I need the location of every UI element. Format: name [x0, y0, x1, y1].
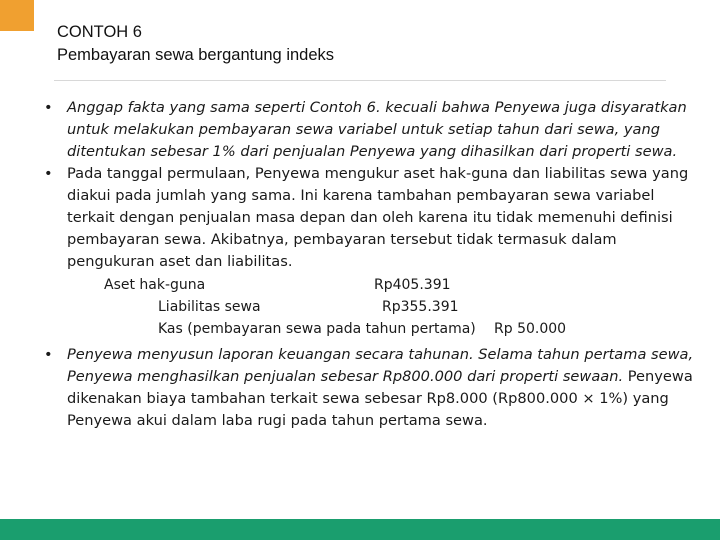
slide-body: [44, 97, 694, 432]
credit-amount: Rp 50.000: [494, 321, 567, 337]
debit-label: Aset hak-guna: [104, 277, 206, 293]
accent-square: [0, 0, 34, 31]
bullet-marker: •: [44, 99, 53, 116]
bullet-text-italic: Penyewa menyusun laporan keuangan secara tahunan. Selama tahun pertama sewa, Penyewa menghasilkan penjualan sebesar Rp800.000 dari properti sewaan.: [67, 346, 694, 385]
bullet-marker: •: [44, 165, 53, 182]
bullet-text: Penyewa dikenakan biaya tambahan terkait sewa sebesar Rp8.000 (Rp800.000 × 1%) yang Penyewa akui dalam laba rugi pada tahun pertama sewa.: [67, 368, 693, 429]
credit-label: Kas (pembayaran sewa pada tahun pertama): [158, 321, 476, 337]
example-subtitle: Pembayaran sewa bergantung indeks: [57, 46, 335, 64]
footer-bar: [0, 519, 720, 540]
journal-entry: [44, 274, 694, 340]
example-title: CONTOH 6: [57, 23, 142, 41]
bullet-text: Anggap fakta yang sama seperti Contoh 6. kecuali bahwa Penyewa juga disyaratkan untuk melakukan pembayaran sewa variabel untuk setiap tahun dari sewa, yang ditentukan sebesar 1% dari penjualan Penyewa yang dihasilkan dari properti sewa.: [67, 99, 687, 160]
bullet-marker: •: [44, 346, 53, 363]
credit-amount: Rp355.391: [382, 299, 459, 315]
title-divider: [54, 80, 666, 81]
bullet-item: [44, 97, 694, 163]
bullet-item: [44, 344, 694, 432]
bullet-text: Pada tanggal permulaan, Penyewa mengukur aset hak-guna dan liabilitas sewa yang diakui pada jumlah yang sama. Ini karena tambahan pembayaran sewa variabel terkait dengan penjualan masa depan dan oleh karena itu tidak memenuhi definisi pembayaran sewa. Akibatnya, pembayaran tersebut tidak termasuk dalam pengukuran aset dan liabilitas.: [67, 165, 689, 270]
credit-label: Liabilitas sewa: [158, 299, 261, 315]
bullet-item: [44, 163, 694, 273]
slide-title: [57, 21, 677, 67]
debit-amount: Rp405.391: [374, 277, 451, 293]
